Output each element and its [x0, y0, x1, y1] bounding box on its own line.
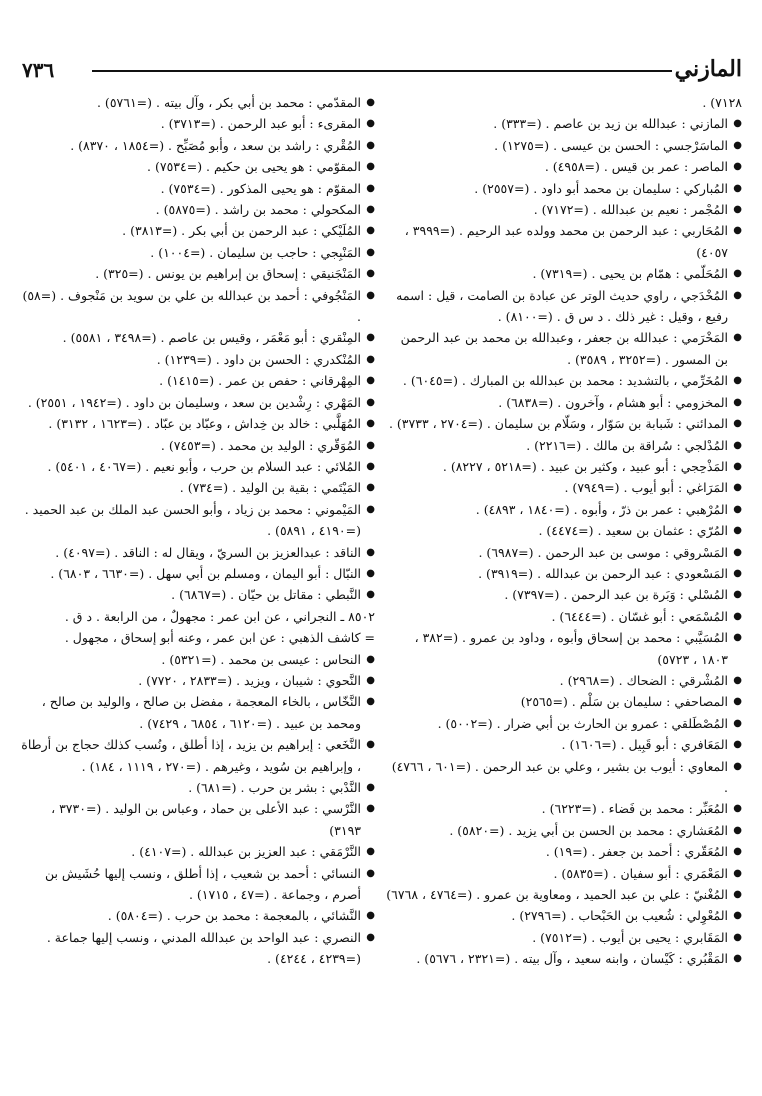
index-entry: ● المقوّمي : هو يحيى بن حكيم . (=٧٥٣٤) . — [18, 156, 375, 177]
index-entry: ● المُباركي : سليمان بن محمد أبو داود . (=٢٥٥٧) . — [385, 178, 742, 199]
index-entry: ● النَّخّاس ، بالخاء المعجمة ، مفضل بن صالح ، والوليد بن صالح ، ومحمد بن عبيد . (=٦١٢٠ ، ٦٨٥٤ ، ٧٤٢٩) . — [18, 691, 375, 734]
index-entry: ● المُقْري : راشد بن سعد ، وأبو مُصَبِّح . (=١٨٥٤ ، ٨٣٧٠) . — [18, 135, 375, 156]
index-entry: ● المُحَاربي : عبد الرحمن بن محمد وولده عبد الرحيم . (=٣٩٩٩ ، ٤٠٥٧) — [385, 220, 742, 263]
index-entry: ● المعاوي : أيوب بن بشير ، وعلي بن عبد الرحمن . (=٦٠١ ، ٤٧٦٦) . — [385, 756, 742, 799]
index-entry: ● المُخَرِّمي ، بالتشديد : محمد بن عبدالله بن المبارك . (=٦٠٤٥) . — [385, 370, 742, 391]
index-entry: ● المُعَشاري : محمد بن الحسن بن أبي يزيد . (=٥٨٢٠) . — [385, 820, 742, 841]
index-entry: ● المُخْدَجي ، راوي حديث الوتر عن عبادة بن الصامت ، قيل : اسمه رفيع ، وقيل : غير ذلك . د س ق . (=٨١٠٠) . — [385, 285, 742, 328]
index-entry: ● الماصر : عمر بن قيس . (=٤٩٥٨) . — [385, 156, 742, 177]
index-entry: ● المُرْهبي : عمر بن ذرّ ، وأبوه . (=١٨٤٠ ، ٤٨٩٣) . — [385, 499, 742, 520]
index-entry: ● المَنْبِجي : حاجب بن سليمان . (=١٠٠٤) . — [18, 242, 375, 263]
running-header — [22, 56, 742, 90]
index-entry: ● النبّال : أبو اليمان ، ومسلم بن أبي سهل . (=٦٦٣٠ ، ٦٨٠٣) . — [18, 563, 375, 584]
index-entry: ● المصاحفي : سليمان بن سَلْم . (=٢٥٦٥) — [385, 691, 742, 712]
index-entry: = كاشف الذهبي : عن ابن عمر ، وعنه أبو إسحاق ، مجهول . — [64, 630, 375, 646]
index-entry: ● المدائني : شَبابة بن سَوّار ، وسَلّام بن سليمان . (=٢٧٠٤ ، ٣٧٣٣) . — [385, 413, 742, 434]
index-entry: ● المُدْلجي : سُراقة بن مالك . (=٢٢١٦) . — [385, 435, 742, 456]
index-entry: ● المُهَلَّبي : خالد بن خِداش ، وعبّاد بن عبّاد . (=١٦٢٣ ، ٣١٣٢) . — [18, 413, 375, 434]
index-entry: ● المُنْكدري : الحسن بن داود . (=١٢٣٩) . — [18, 349, 375, 370]
index-entry: ● المُسْلي : وَبَرة بن عبد الرحمن . (=٧٣٩٧) . — [385, 584, 742, 605]
index-entry: ● المِهْرقاني : حفص بن عمر . (=١٤١٥) . — [18, 370, 375, 391]
index-entry: ● النَّدْبي : بشر بن حرب . (=٦٨١) . — [18, 777, 375, 798]
index-entry: ● المَنْجَنيقي : إسحاق بن إبراهيم بن يونس . (=٣٢٥) . — [18, 263, 375, 284]
index-entry: ● المُسْمَعي : أبو غسّان . (=٦٤٤٤) . — [385, 606, 742, 627]
index-entry: ● الناقد : عبدالعزيز بن السريّ ، ويقال له : الناقد . (=٤٠٩٧) . — [18, 542, 375, 563]
index-entry: ٨٥٠٢ ـ النجراني ، عن ابن عمر : مجهولٌ ، من الرابعة . د ق . — [64, 608, 375, 624]
index-entry: ● المُشْرقي : الضحاك . (=٢٩٦٨) . — [385, 670, 742, 691]
index-entry: ● المُسَيَّبي : محمد بن إسحاق وأبوه ، وداود بن عمرو . (=٣٨٢ ، ١٨٠٣ ، ٥٧٢٣) — [385, 627, 742, 670]
index-entry: ● المُجْمر : نعيم بن عبدالله . (=٧١٧٢) . — [385, 199, 742, 220]
right-column — [385, 92, 742, 970]
index-entry: ● المُوَقّري : الوليد بن محمد . (=٧٤٥٣) . — [18, 435, 375, 456]
index-entry: ● المُعْوِلي : شُعيب بن الحَبْحاب . (=٢٧٩٦) . — [385, 905, 742, 926]
index-entry: ● المقدّمي : محمد بن أبي بكر ، وآل بيته . (=٥٧٦١) . — [18, 92, 375, 113]
index-entry: ● الماسَرْجسي : الحسن بن عيسى . (=١٢٧٥) . — [385, 135, 742, 156]
index-entry: ● المَعْمَري : أبو سفيان . (=٥٨٣٥) . — [385, 863, 742, 884]
index-entry: ● المُرّي : عثمان بن سعيد . (=٤٤٧٤) . — [385, 520, 742, 541]
index-entry: ● المَيْتَمي : بقية بن الوليد . (=٧٣٤) . — [18, 477, 375, 498]
index-entry: ● المُعَبِّر : محمد بن فَضاء . (=٦٢٢٣) . — [385, 798, 742, 819]
index-entry: ● المَقْبُري : كَيْسان ، وابنه سعيد ، وآل بيته . (=٢٣٢١ ، ٥٦٧٦) . — [385, 948, 742, 969]
index-entry: ● النَّحوي : شيبان ، ويزيد . (=٢٨٣٣ ، ٧٧٢٠) . — [18, 670, 375, 691]
left-column — [18, 92, 375, 970]
index-entry: ● النحاس : عيسى بن محمد . (=٥٣٢١) . — [18, 649, 375, 670]
index-entry: ● النَّرْمَقي : عبد العزيز بن عبدالله . (=٤١٠٧) . — [18, 841, 375, 862]
index-entry: ● النَّرْسي : عبد الأعلى بن حماد ، وعباس بن الوليد . (=٣٧٣٠ ، ٣١٩٣) — [18, 798, 375, 841]
index-entry: ● المَيْموني : محمد بن زياد ، وأبو الحسن عبد الملك بن عبد الحميد . (=٤١٩٠ ، ٥٨٩١) . — [18, 499, 375, 542]
index-entry: ● المُصْطَلقي : عمرو بن الحارث بن أبي ضرار . (=٥٠٠٢) . — [385, 713, 742, 734]
index-entry: ● النَّشائي ، بالمعجمة : محمد بن حرب . (=٥٨٠٤) . — [18, 905, 375, 926]
index-entry: ● النَّبطي : مقاتل بن حيّان . (=٦٨٦٧) . — [18, 584, 375, 605]
header-rule — [92, 70, 672, 72]
index-entry: ● المَسْعودي : عبد الرحمن بن عبدالله . (=٣٩١٩) . — [385, 563, 742, 584]
index-entry: ● المَقَابري : يحيى بن أيوب . (=٧٥١٢) . — [385, 927, 742, 948]
index-entry: ● المَسْروقي : موسى بن عبد الرحمن . (=٦٩٨٧) . — [385, 542, 742, 563]
index-entry: ● المَنْجُوفي : أحمد بن عبدالله بن علي بن سويد بن مَنْجوف . (=٥٨) . — [18, 285, 375, 328]
page-title: المازني — [674, 56, 742, 82]
index-entry: ● المَذْحِجي : أبو عبيد ، وكثير بن عبيد . (=٥٢١٨ ، ٨٢٢٧) . — [385, 456, 742, 477]
index-entry: ● المقوّم : هو يحيى المذكور . (=٧٥٣٤) . — [18, 178, 375, 199]
index-entry: ● النسائي : أحمد بن شعيب ، إذا أطلق ، ونسب إليها حُشَيش بن أصرم ، وجماعة . (=٤٧ ، ١٧١٥) . — [18, 863, 375, 906]
index-entry: ● المقرىء : أبو عبد الرحمن . (=٣٧١٣) . — [18, 113, 375, 134]
index-entry: ● المَرَاغي : أبو أيوب . (=٧٩٤٩) . — [385, 477, 742, 498]
index-entry: ● المخزومي : أبو هشام ، وآخرون . (=٦٨٣٨) . — [385, 392, 742, 413]
index-entry: ● النصري : عبد الواحد بن عبدالله المدني ، ونسب إليها جماعة . (=٤٢٣٩ ، ٤٢٤٤) . — [18, 927, 375, 970]
index-entry: ● المُلائي : عبد السلام بن حرب ، وأبو نعيم . (=٤٠٦٧ ، ٥٤٠١) . — [18, 456, 375, 477]
index-entry: ● المَهْري : رِشْدين بن سعد ، وسليمان بن داود . (=١٩٤٢ ، ٢٥٥١) . — [18, 392, 375, 413]
index-entry: ● النَّخَعي : إبراهيم بن يزيد ، إذا أطلق ، ونُسب كذلك حجاج بن أرطاة ، وإبراهيم بن سُويد ، وغيرهم . (=٢٧٠ ، ١١١٩ ، ١٨٤) . — [18, 734, 375, 777]
index-entry: ● المازني : عبدالله بن زيد بن عاصم . (=٣٣٣) . — [385, 113, 742, 134]
index-entry: ● المُحَلّمي : همّام بن يحيى . (=٧٣١٩) . — [385, 263, 742, 284]
index-entry: ٧١٢٨) . — [702, 95, 742, 110]
index-entry: ● المُعَقّري : أحمد بن جعفر . (=١٩) . — [385, 841, 742, 862]
index-entry: ● المَعَافري : أبو قَبِيل . (=١٦٠٦) . — [385, 734, 742, 755]
index-entry: ● المُغْنيّ : علي بن عبد الحميد ، ومعاوية بن عمرو . (=٤٧٦٤ ، ٦٧٦٨) — [385, 884, 742, 905]
index-entry: ● المكحولي : محمد بن راشد . (=٥٨٧٥) . — [18, 199, 375, 220]
page-number: ٧٣٦ — [22, 58, 55, 82]
index-entry: ● المَخْرَمي : عبدالله بن جعفر ، وعبدالله بن محمد بن عبد الرحمن بن المسور . (=٣٢٥٢ ، ٣٥٨٩) . — [385, 327, 742, 370]
index-entry: ● المِنْقري : أبو مَعْمَر ، وقيس بن عاصم . (=٣٤٩٨ ، ٥٥٨١) . — [18, 327, 375, 348]
index-entry: ● المُلَيْكي : عبد الرحمن بن أبي بكر . (=٣٨١٣) . — [18, 220, 375, 241]
